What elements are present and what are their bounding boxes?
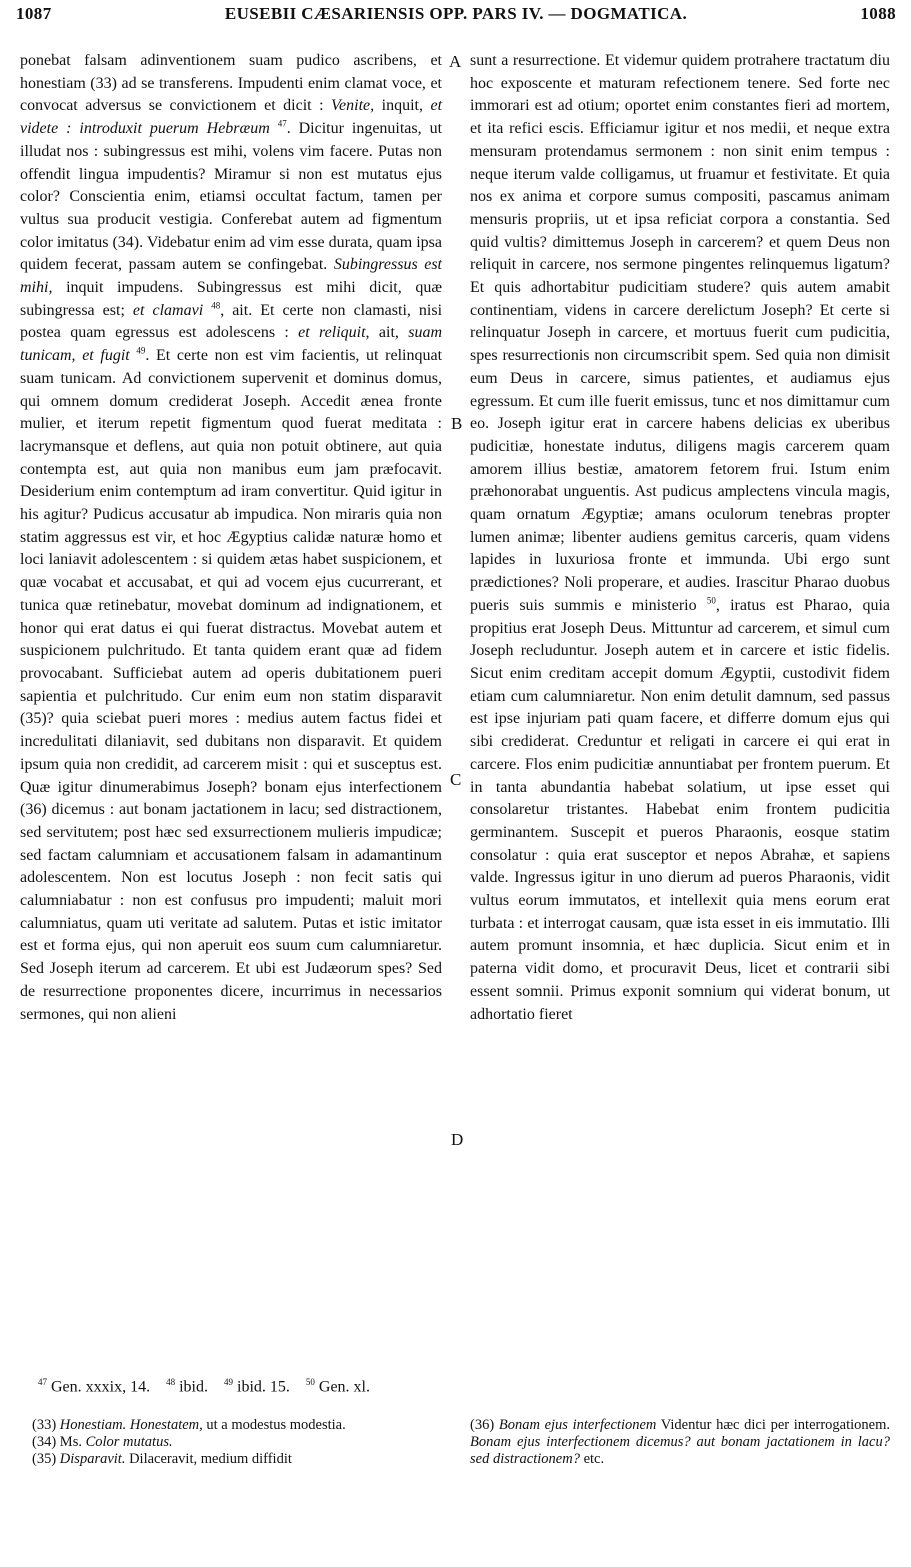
note-text: etc.	[579, 1451, 605, 1467]
running-title: EUSEBII CÆSARIENSIS OPP. PARS IV. — DOGMATICA.	[224, 4, 688, 23]
text-run: inquit impudens. Subingressus est mihi dicit, quæ subingressa est;	[20, 279, 442, 319]
biblical-references	[38, 1377, 370, 1396]
footnote-ref: 48	[211, 300, 221, 311]
note-35	[32, 1451, 442, 1468]
note-number: (36)	[470, 1417, 495, 1433]
text-run: , iratus est Pharao, quia propitius erat Joseph Deus. Mittuntur ad carcerem, et simul cum Joseph recluduntur. Joseph autem et in carcere et istic fidelis. Sicut enim creditam accepit domum Ægyptii, custodivit fidem etiam cum calumniaretur. Non enim detulit damnum, sed passus est ipse injuriam pati quam facere, et differre domum ejus qui sibi crediderat. Creduntur et religati in carcere ei qui erat in carcere. Flos enim pudicitiæ annuntiabat per frontem puerum. Et in tanta abundantia habebat solatium, ut ipse esset qui consolaretur tristantes. Habebat enim frontem pudicitia germinantem. Suscepit et pueros Pharaonis, eosque statim consolatur : quia erat susceptor et nepos Abrahæ, et sapiens valde. Ingressus igitur in uno dierum ad pueros Pharaonis, vidit vultus eorum immutatos, et intellexit quia mens eorum erat turbata : et interrogat causam, quæ ista esset in eis immutatio. Illi autem promunt insomnia, et hæc duplicia. Sicut enim et in paterna vidit domo, et procuravit Deus, licet et contrarii sibi essent somnii. Primus exponit somnium qui viderat bonum, ut adhortatio fieret	[470, 596, 891, 1023]
ref-text: Gen. xl.	[314, 1378, 370, 1396]
text-run: sunt a resurrectione. Et videmur quidem protrahere tractatum diu hoc exposcente et maturam refectionem tenere. Sed forte nec immorari est ad otium; oportet enim constantes fieri ad mortem, et ita refici escis. Efficiamur igitur et nos medii, et neque extra mensuram protendamus sermonem : non sinit enim tempus : neque iterum valde colligamus, ut fruamur et festivitate. Et quia nos ex anima et corpore sumus compositi, pascamus animam mensuris propriis, ut et ipsa reficiat corpora a constantia. Sed quid vultis? dimittemus Joseph in carcerem? et quem Deus non reliquit in carcere, nos sermone pingentes relinquemus ligatum? Et quis adhortabitur pudicitiam studere? quis autem amabit continentiam, videns in carcere derelictum Joseph? Et certe si relinquatur Joseph in carcere, et mortuus fuerit cum pudicitia, spes resurrectionis non circumscribit spem. Sed quia non dimisit eum Deus in carcere, simus patientes, et audiamus ejus egressum. Et cum ille fuerit emissus, tunc et nos dimittamur cum eo. Joseph igitur erat in carcere habens delicias ex uberibus pudicitiæ, honestate indutus, diligens magis carcerem quam amorem illius bestiæ, amatorem fetorem frui. Istum enim præhonorabat unguentis. Ast pudicus amplectens vincula magis, quam ornatum Ægyptiæ; amans oculorum tenebras propter lumen animæ; libenter audiens gemitus carceris, quam videns lapides in luxuriosa fronte et immunda. Ubi ergo sunt prædictiones? Noli properare, et audies. Irascitur Pharao duobus pueris suis summis e ministerio	[470, 52, 890, 614]
italic-quote: et clamavi	[124, 301, 204, 319]
right-column-text	[470, 50, 890, 1026]
note-34	[32, 1434, 442, 1451]
italic-quote: suam tunicam, et fugit	[20, 324, 443, 365]
page-number-left: 1087	[16, 4, 52, 23]
note-number: (35)	[32, 1451, 57, 1467]
text-run: . Dicitur ingenuitas, ut illudat nos : subingressus est mihi, volens vim facere. Putas non offendit lingua impudentis? Miramur si non est mutatus ejus color? Conscientia enim, etiamsi occultat factum, tamen per vultus sua producit vestigia. Conferebat autem ad figmentum color imitatus (34). Videbatur enim ad vim esse durata, quam ipsa quidem fecerat, passam autem se confingebat.	[20, 120, 443, 274]
ref-number: 49	[224, 1377, 233, 1387]
footnote-ref: 49	[136, 345, 146, 356]
italic-quote: et videte : introduxit puerum Hebræum	[20, 97, 443, 138]
section-marker-b: B	[451, 414, 463, 433]
note-text: ut a modestus modestia.	[202, 1417, 346, 1433]
text-run: ponebat falsam adinventionem suam pudico ascribens, et honestiam (33) ad se transferens. Impudenti enim clamat voce, et convocat adversus se convictionem et dicit :	[20, 52, 442, 115]
ref-text: ibid.	[175, 1378, 208, 1396]
note-number: (34)	[32, 1434, 57, 1450]
left-column-text	[20, 50, 442, 1026]
section-marker-c: C	[450, 770, 462, 789]
ref-number: 48	[166, 1377, 176, 1387]
text-run: , ait. Et certe non clamasti, nisi postea quam egressus est adolescens :	[20, 301, 443, 342]
ref-number: 50	[305, 1377, 315, 1387]
text-run: ait,	[369, 324, 399, 342]
notes-right	[470, 1417, 890, 1468]
ref-text: Gen. xxxix, 14.	[47, 1378, 151, 1396]
note-lemma: Honestiam. Honestatem,	[59, 1417, 203, 1433]
notes-left	[32, 1417, 442, 1468]
text-run: inquit,	[374, 97, 423, 115]
note-text: Videntur hæc dici per interrogationem.	[656, 1417, 890, 1433]
ref-text: ibid. 15.	[233, 1378, 290, 1396]
note-33	[32, 1417, 442, 1434]
note-lemma: Color mutatus.	[85, 1434, 173, 1450]
right-text-column	[470, 50, 890, 1026]
note-36	[470, 1417, 890, 1468]
note-lemma: Bonam ejus interfectionem	[498, 1417, 657, 1433]
italic-quote: Subingressus est mihi,	[20, 256, 443, 297]
section-marker-d: D	[451, 1130, 464, 1149]
page-number-right: 1088	[860, 4, 896, 23]
running-header	[16, 4, 896, 32]
section-marker-a: A	[449, 52, 462, 71]
note-text: Dilaceravit, medium diffidit	[125, 1451, 292, 1467]
footnote-ref: 50	[706, 595, 716, 606]
left-text-column	[20, 50, 442, 1026]
italic-quote: et reliquit,	[288, 324, 370, 342]
note-lemma: Disparavit.	[59, 1451, 126, 1467]
note-text: Ms.	[56, 1434, 82, 1450]
note-number: (33)	[32, 1417, 57, 1433]
italic-quote: Venite,	[331, 97, 375, 115]
ref-number: 47	[38, 1377, 47, 1387]
text-run: . Et certe non est vim facientis, ut relinquat suam tunicam. Ad convictionem supervenit et dominus domus, qui omnem domum crediderat Joseph. Accedit ænea fronte mulier, et iterum repetit figmentum quod fuerat meditata : lacrymansque et deflens, aut quia non potuit obtinere, aut quia contempta est, aut quia non manibus eum jam præfocavit. Desiderium enim contemptum ad iram convertitur. Quid igitur in his agitur? Pudicus accusatur ab impudica. Non miraris quia non statim aggressus est vir, et hoc Ægyptius calidæ naturæ homo et loci laniavit adolescentem : si quidem ætas habet suspicionem, et quæ vocabat et accusabat, et qui ad vocem ejus cucurrerant, et tunica quæ retinebatur, movebat dominum ad indignationem, et honor qui erat datus ei qui fuerat distractus. Movebat autem et suspicionem pulchritudo. Et tanta quidem erant quæ ad fidem provocabant. Sufficiebat autem ad operis dubitationem pueri sapientia et pulchritudo. Cur enim eum non statim disparavit (35)? quia sciebat pueri mores : medius autem factus fidei et incredulitati dilaniavit, sed dubitans non disparavit. Et quidem ipsum quia non credidit, ad carcerem misit : qui et susceptus est. Quæ igitur dinumerabimus Joseph? bonam ejus interfectionem (36) dicemus : aut bonam jactationem in lacu; sed distractionem, sed servitutem; post hæc sed exsurrectionem mulieris impudicæ; sed factam calumniam et accusationem falsam in adamantinum adolescentem. Non est locutus Joseph : non fecit satis qui calumniabatur : non est confusus pro impudenti; maluit mori calumniatus, quam uti veritate ad salutem. Putas et istic imitator est et forma ejus, qui non aperuit eos suum cum calumniaretur. Sed Joseph iterum ad carcerem. Et ubi est Judæorum spes? Sed de resurrectione proponentes dicere, incurrimus in necessarios sermones, qui non alieni	[20, 347, 443, 1023]
footnote-ref: 47	[277, 118, 287, 129]
note-lemma: Bonam ejus interfectionem dicemus? aut bonam jactationem in lacu? sed distractionem?	[470, 1434, 890, 1467]
